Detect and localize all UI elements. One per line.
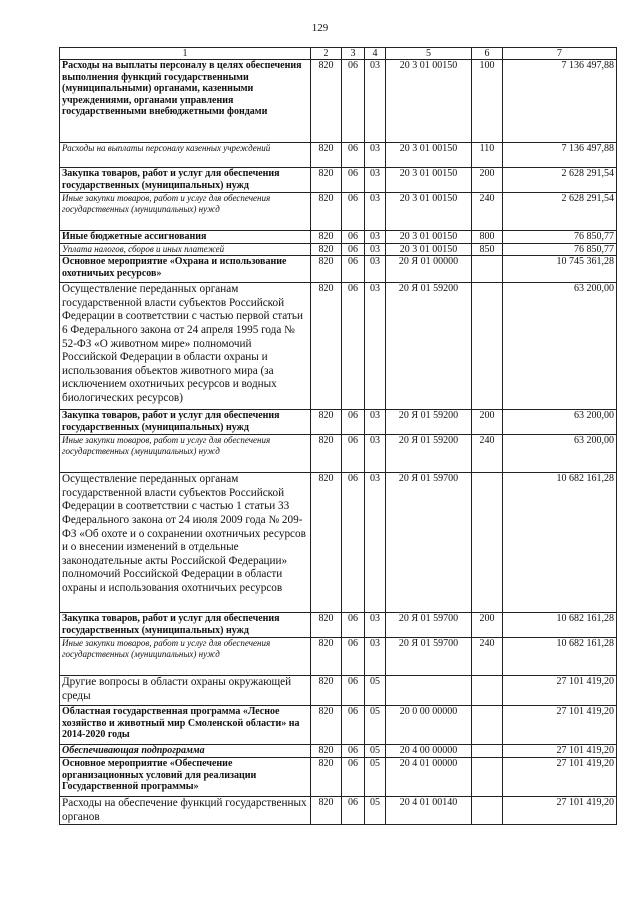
target-article-cell: 20 Я 01 59200 bbox=[386, 410, 472, 435]
expense-type-cell: 850 bbox=[472, 243, 503, 256]
table-row bbox=[60, 613, 617, 638]
section-cell: 06 bbox=[342, 638, 365, 676]
row-name-cell: Расходы на обеспечение функций государственных органов bbox=[60, 797, 311, 825]
section-cell: 06 bbox=[342, 676, 365, 706]
target-article-cell: 20 Я 01 59700 bbox=[386, 638, 472, 676]
column-header: 2 bbox=[311, 48, 342, 60]
column-header: 1 bbox=[60, 48, 311, 60]
section-cell: 06 bbox=[342, 193, 365, 231]
expense-type-cell: 200 bbox=[472, 410, 503, 435]
code-cell: 820 bbox=[311, 638, 342, 676]
target-article-cell: 20 Я 01 59200 bbox=[386, 283, 472, 410]
row-name-cell: Иные закупки товаров, работ и услуг для обеспечения государственных (муниципальных) нужд bbox=[60, 638, 311, 676]
section-cell: 06 bbox=[342, 797, 365, 825]
code-cell: 820 bbox=[311, 143, 342, 168]
expense-type-cell bbox=[472, 283, 503, 410]
subsection-cell: 05 bbox=[365, 676, 386, 706]
table-row bbox=[60, 143, 617, 168]
amount-cell: 27 101 419,20 bbox=[503, 745, 617, 758]
section-cell: 06 bbox=[342, 243, 365, 256]
row-name-cell: Закупка товаров, работ и услуг для обеспечения государственных (муниципальных) нужд bbox=[60, 168, 311, 193]
subsection-cell: 03 bbox=[365, 638, 386, 676]
code-cell: 820 bbox=[311, 193, 342, 231]
row-name-cell: Иные закупки товаров, работ и услуг для обеспечения государственных (муниципальных) нужд bbox=[60, 193, 311, 231]
row-name-cell: Закупка товаров, работ и услуг для обеспечения государственных (муниципальных) нужд bbox=[60, 613, 311, 638]
expense-type-cell bbox=[472, 797, 503, 825]
amount-cell: 2 628 291,54 bbox=[503, 168, 617, 193]
subsection-cell: 03 bbox=[365, 193, 386, 231]
target-article-cell: 20 4 00 00000 bbox=[386, 745, 472, 758]
subsection-cell: 03 bbox=[365, 231, 386, 244]
row-name-cell: Областная государственная программа «Лесное хозяйство и животный мир Смоленской области» на 2014-2020 годы bbox=[60, 706, 311, 745]
subsection-cell: 03 bbox=[365, 435, 386, 473]
amount-cell: 63 200,00 bbox=[503, 410, 617, 435]
table-row bbox=[60, 706, 617, 745]
row-name-cell: Расходы на выплаты персоналу в целях обеспечения выполнения функций государственными (муниципальными) органами, казенными учреждениями, органами управления государственными внебюджетными фондами bbox=[60, 60, 311, 143]
expense-type-cell bbox=[472, 745, 503, 758]
section-cell: 06 bbox=[342, 231, 365, 244]
target-article-cell: 20 3 01 00150 bbox=[386, 168, 472, 193]
expense-type-cell: 240 bbox=[472, 193, 503, 231]
section-cell: 06 bbox=[342, 60, 365, 143]
expense-type-cell: 200 bbox=[472, 168, 503, 193]
amount-cell: 76 850,77 bbox=[503, 243, 617, 256]
subsection-cell: 03 bbox=[365, 243, 386, 256]
row-name-cell: Расходы на выплаты персоналу казенных учреждений bbox=[60, 143, 311, 168]
column-header: 6 bbox=[472, 48, 503, 60]
subsection-cell: 03 bbox=[365, 410, 386, 435]
code-cell: 820 bbox=[311, 168, 342, 193]
row-name-cell: Основное мероприятие «Обеспечение организационных условий для реализации Государственной программы» bbox=[60, 758, 311, 797]
code-cell: 820 bbox=[311, 745, 342, 758]
amount-cell: 76 850,77 bbox=[503, 231, 617, 244]
subsection-cell: 03 bbox=[365, 60, 386, 143]
section-cell: 06 bbox=[342, 256, 365, 283]
amount-cell: 27 101 419,20 bbox=[503, 676, 617, 706]
row-name-cell: Уплата налогов, сборов и иных платежей bbox=[60, 243, 311, 256]
subsection-cell: 03 bbox=[365, 473, 386, 613]
row-name-cell: Обеспечивающая подпрограмма bbox=[60, 745, 311, 758]
code-cell: 820 bbox=[311, 283, 342, 410]
amount-cell: 27 101 419,20 bbox=[503, 758, 617, 797]
code-cell: 820 bbox=[311, 256, 342, 283]
section-cell: 06 bbox=[342, 168, 365, 193]
expense-type-cell bbox=[472, 676, 503, 706]
row-name-cell: Осуществление переданных органам государственной власти субъектов Российской Федерации в соответствии с частью первой статьи 6 Федерального закона от 24 апреля 1995 года № 52-ФЗ «О животном мире» полномочий Российской Федерации в области охраны и использования объектов животного мира (за исключением охотничьих ресурсов и водных биологических ресурсов) bbox=[60, 283, 311, 410]
expense-type-cell: 800 bbox=[472, 231, 503, 244]
target-article-cell: 20 3 01 00150 bbox=[386, 193, 472, 231]
subsection-cell: 03 bbox=[365, 613, 386, 638]
code-cell: 820 bbox=[311, 435, 342, 473]
table-row bbox=[60, 193, 617, 231]
amount-cell: 63 200,00 bbox=[503, 283, 617, 410]
table-row bbox=[60, 473, 617, 613]
table-row bbox=[60, 797, 617, 825]
section-cell: 06 bbox=[342, 706, 365, 745]
target-article-cell: 20 3 01 00150 bbox=[386, 231, 472, 244]
row-name-cell: Иные бюджетные ассигнования bbox=[60, 231, 311, 244]
column-header: 5 bbox=[386, 48, 472, 60]
expense-type-cell bbox=[472, 473, 503, 613]
section-cell: 06 bbox=[342, 143, 365, 168]
row-name-cell: Закупка товаров, работ и услуг для обеспечения государственных (муниципальных) нужд bbox=[60, 410, 311, 435]
subsection-cell: 03 bbox=[365, 168, 386, 193]
page-number: 129 bbox=[311, 22, 329, 34]
code-cell: 820 bbox=[311, 410, 342, 435]
section-cell: 06 bbox=[342, 758, 365, 797]
amount-cell: 10 682 161,28 bbox=[503, 613, 617, 638]
table-row bbox=[60, 638, 617, 676]
code-cell: 820 bbox=[311, 473, 342, 613]
section-cell: 06 bbox=[342, 283, 365, 410]
code-cell: 820 bbox=[311, 758, 342, 797]
code-cell: 820 bbox=[311, 706, 342, 745]
table-row bbox=[60, 243, 617, 256]
code-cell: 820 bbox=[311, 60, 342, 143]
expense-type-cell bbox=[472, 758, 503, 797]
column-header: 3 bbox=[342, 48, 365, 60]
amount-cell: 2 628 291,54 bbox=[503, 193, 617, 231]
code-cell: 820 bbox=[311, 243, 342, 256]
expense-type-cell: 240 bbox=[472, 435, 503, 473]
target-article-cell: 20 3 01 00150 bbox=[386, 60, 472, 143]
expense-type-cell: 240 bbox=[472, 638, 503, 676]
target-article-cell: 20 3 01 00150 bbox=[386, 243, 472, 256]
expense-type-cell bbox=[472, 256, 503, 283]
target-article-cell: 20 Я 01 59200 bbox=[386, 435, 472, 473]
target-article-cell: 20 Я 01 59700 bbox=[386, 473, 472, 613]
subsection-cell: 03 bbox=[365, 283, 386, 410]
target-article-cell: 20 Я 01 59700 bbox=[386, 613, 472, 638]
amount-cell: 27 101 419,20 bbox=[503, 706, 617, 745]
code-cell: 820 bbox=[311, 231, 342, 244]
table-row bbox=[60, 410, 617, 435]
amount-cell: 63 200,00 bbox=[503, 435, 617, 473]
subsection-cell: 05 bbox=[365, 706, 386, 745]
target-article-cell: 20 Я 01 00000 bbox=[386, 256, 472, 283]
table-row bbox=[60, 283, 617, 410]
budget-table bbox=[59, 47, 617, 825]
subsection-cell: 03 bbox=[365, 256, 386, 283]
table-row bbox=[60, 256, 617, 283]
table-row bbox=[60, 231, 617, 244]
expense-type-cell bbox=[472, 706, 503, 745]
target-article-cell: 20 4 01 00140 bbox=[386, 797, 472, 825]
target-article-cell: 20 3 01 00150 bbox=[386, 143, 472, 168]
column-header: 7 bbox=[503, 48, 617, 60]
subsection-cell: 03 bbox=[365, 143, 386, 168]
table-row bbox=[60, 758, 617, 797]
target-article-cell: 20 0 00 00000 bbox=[386, 706, 472, 745]
code-cell: 820 bbox=[311, 797, 342, 825]
amount-cell: 27 101 419,20 bbox=[503, 797, 617, 825]
target-article-cell bbox=[386, 676, 472, 706]
row-name-cell: Другие вопросы в области охраны окружающей среды bbox=[60, 676, 311, 706]
table-row bbox=[60, 168, 617, 193]
header-row bbox=[60, 48, 617, 60]
table-row bbox=[60, 676, 617, 706]
table-row bbox=[60, 60, 617, 143]
subsection-cell: 05 bbox=[365, 745, 386, 758]
amount-cell: 10 745 361,28 bbox=[503, 256, 617, 283]
section-cell: 06 bbox=[342, 435, 365, 473]
amount-cell: 7 136 497,88 bbox=[503, 143, 617, 168]
row-name-cell: Иные закупки товаров, работ и услуг для обеспечения государственных (муниципальных) нужд bbox=[60, 435, 311, 473]
expense-type-cell: 200 bbox=[472, 613, 503, 638]
section-cell: 06 bbox=[342, 745, 365, 758]
code-cell: 820 bbox=[311, 676, 342, 706]
section-cell: 06 bbox=[342, 473, 365, 613]
section-cell: 06 bbox=[342, 410, 365, 435]
table-row bbox=[60, 745, 617, 758]
table-row bbox=[60, 435, 617, 473]
amount-cell: 7 136 497,88 bbox=[503, 60, 617, 143]
subsection-cell: 05 bbox=[365, 797, 386, 825]
section-cell: 06 bbox=[342, 613, 365, 638]
row-name-cell: Осуществление переданных органам государственной власти субъектов Российской Федерации в соответствии с частью 1 статьи 33 Федерального закона от 24 июля 2009 года № 209-ФЗ «Об охоте и о сохранении охотничьих ресурсов и о внесении изменений в отдельные законодательные акты Российской Федерации» полномочий Российской Федерации в области охраны и использования охотничьих ресурсов bbox=[60, 473, 311, 613]
row-name-cell: Основное мероприятие «Охрана и использование охотничьих ресурсов» bbox=[60, 256, 311, 283]
expense-type-cell: 110 bbox=[472, 143, 503, 168]
column-header: 4 bbox=[365, 48, 386, 60]
code-cell: 820 bbox=[311, 613, 342, 638]
amount-cell: 10 682 161,28 bbox=[503, 638, 617, 676]
expense-type-cell: 100 bbox=[472, 60, 503, 143]
amount-cell: 10 682 161,28 bbox=[503, 473, 617, 613]
subsection-cell: 05 bbox=[365, 758, 386, 797]
target-article-cell: 20 4 01 00000 bbox=[386, 758, 472, 797]
